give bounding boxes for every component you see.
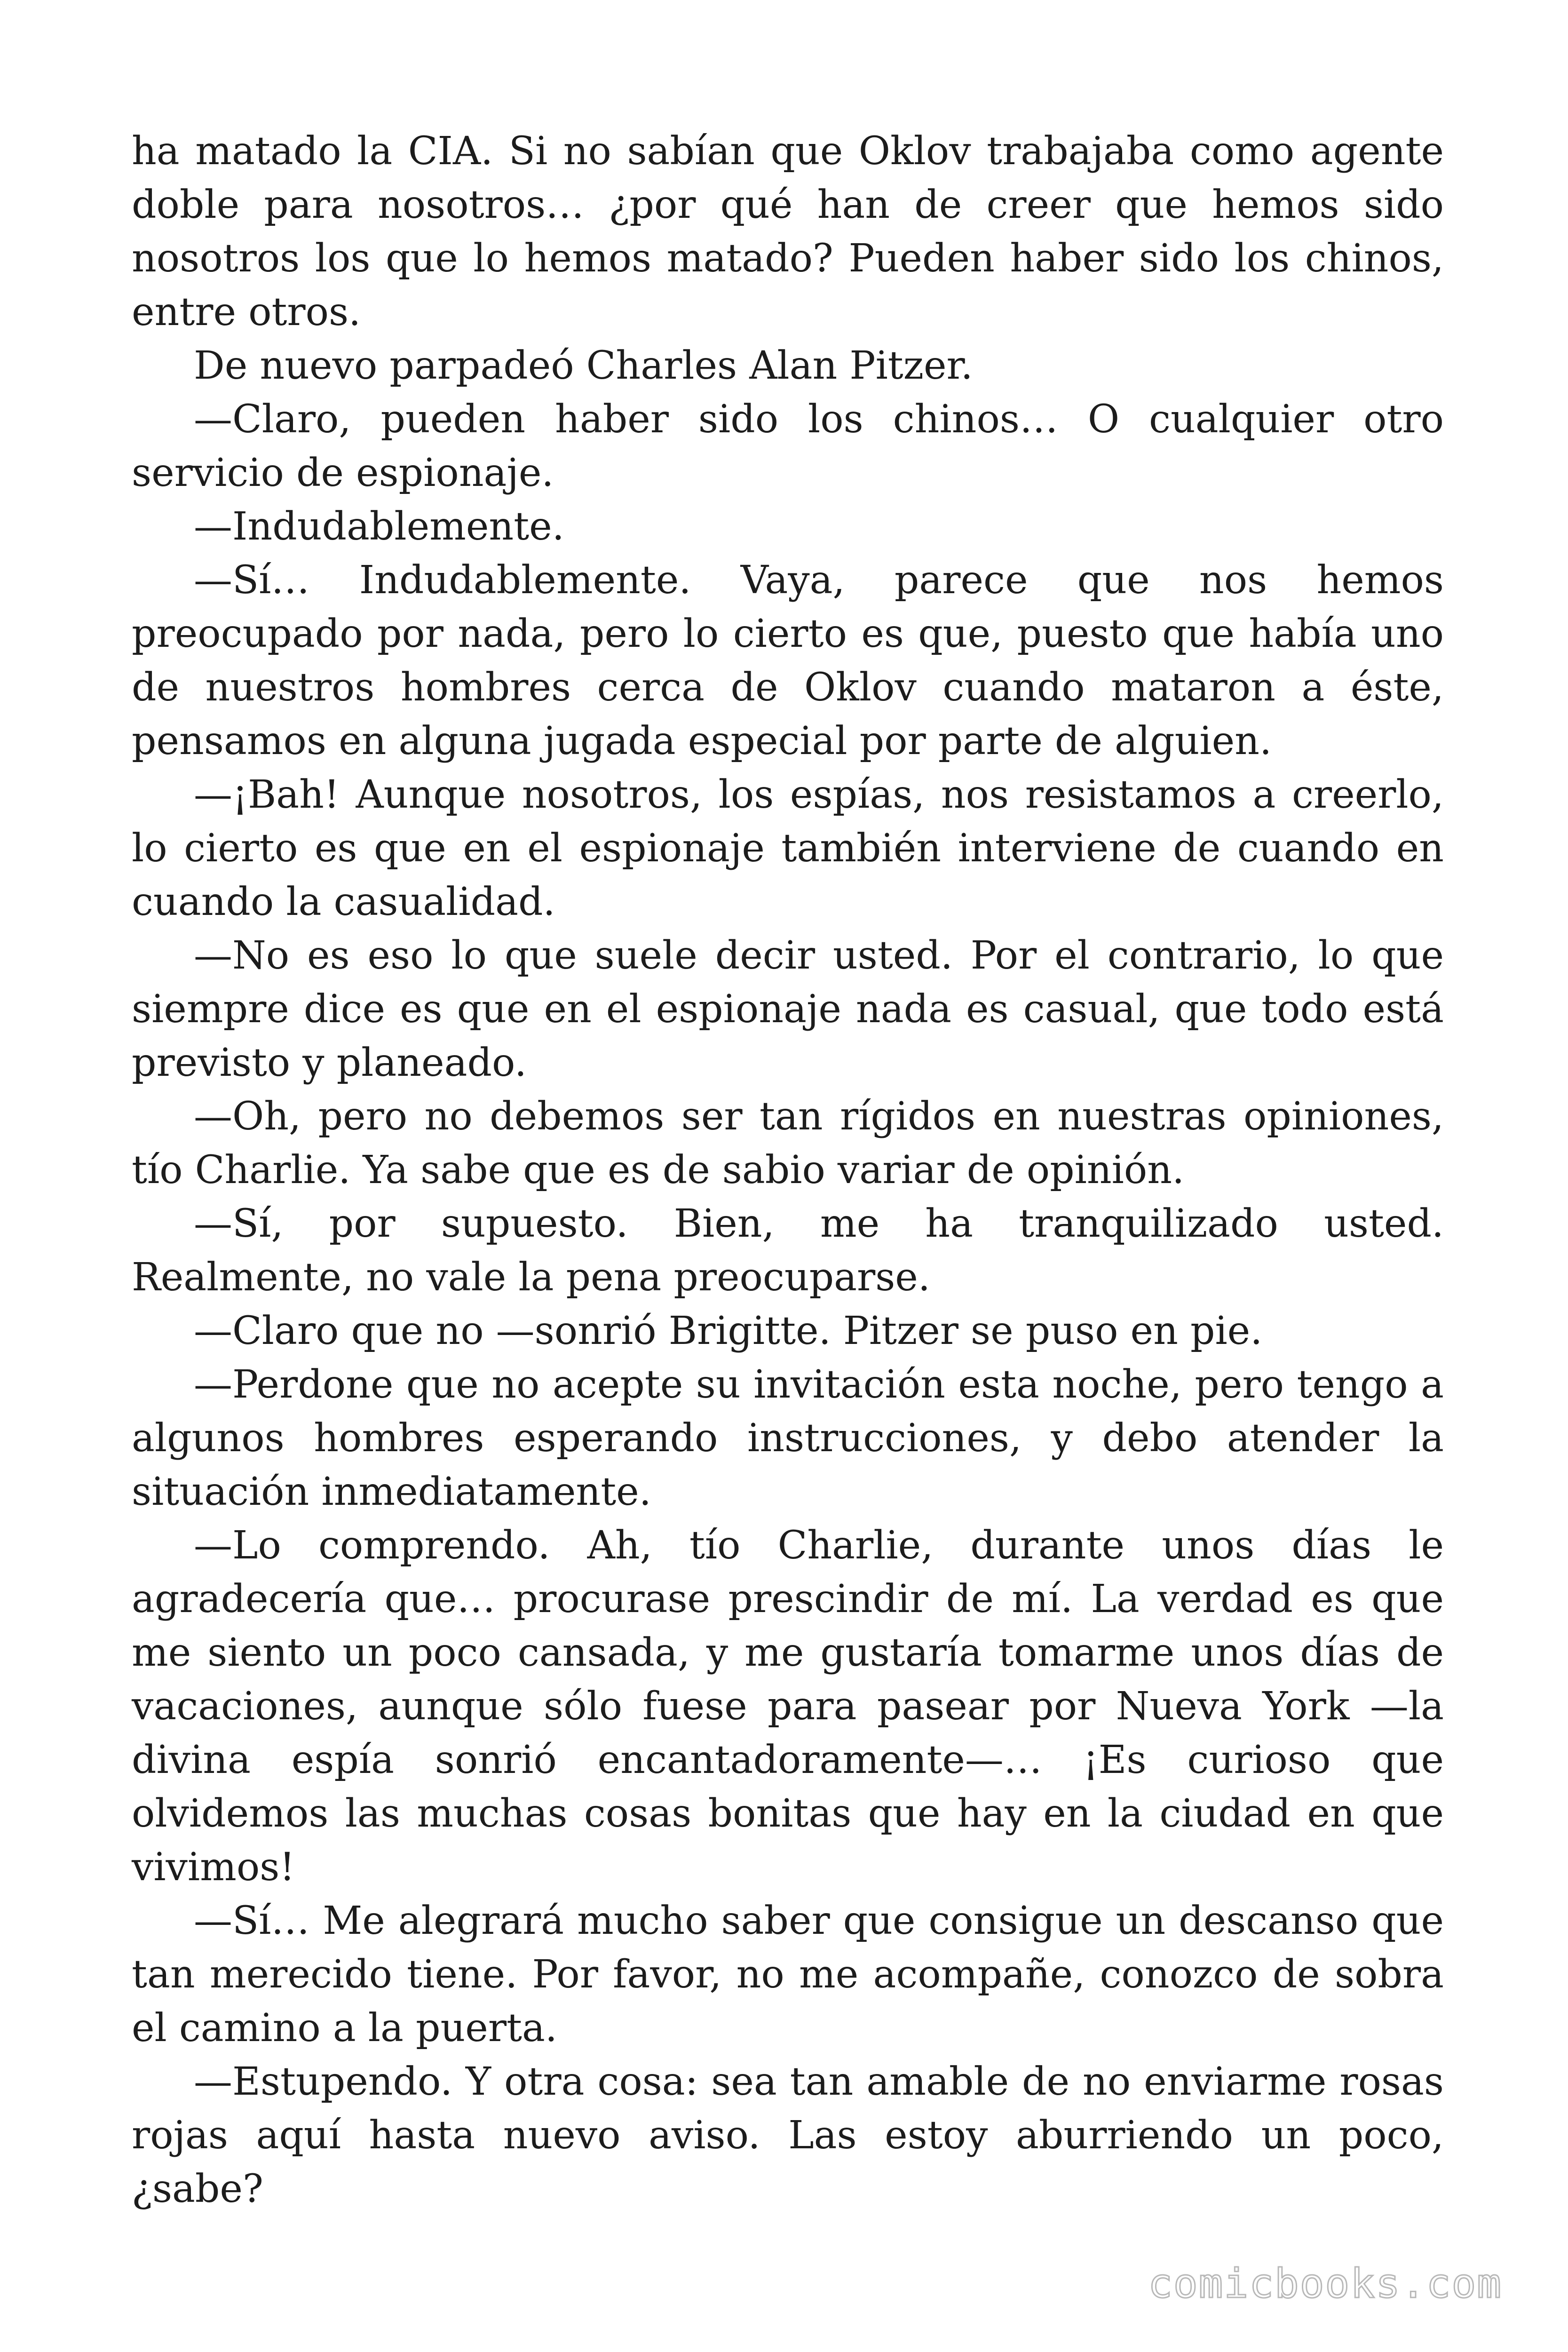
paragraph: —Sí, por supuesto. Bien, me ha tranquilizado usted. Realmente, no vale la pena preocuparse. — [132, 1201, 1444, 1300]
paragraph: —Lo comprendo. Ah, tío Charlie, durante unos días le agradecería que… procurase prescindir de mí. La verdad es que me siento un poco cansada, y me gustaría tomarme unos días de vacaciones, aunque sólo fuese para pasear por Nueva York —la divina espía sonrió encantadoramente—… ¡Es curioso que olvidemos las muchas cosas bonitas que hay en la ciudad en que vivimos! — [132, 1523, 1444, 1890]
paragraph: —Claro, pueden haber sido los chinos… O cualquier otro servicio de espionaje. — [132, 397, 1444, 495]
paragraph: —Sí… Me alegrará mucho saber que consigue un descanso que tan merecido tiene. Por favor, no me acompañe, conozco de sobra el camino a la puerta. — [132, 1899, 1444, 2050]
paragraph: —Perdone que no acepte su invitación esta noche, pero tengo a algunos hombres esperando instrucciones, y debo atender la situación inmediatamente. — [132, 1362, 1444, 1514]
paragraph: —Sí… Indudablemente. Vaya, parece que nos hemos preocupado por nada, pero lo cierto es que, puesto que había uno de nuestros hombres cerca de Oklov cuando mataron a éste, pensamos en alguna jugada especial por parte de alguien. — [132, 558, 1444, 763]
paragraph: —No es eso lo que suele decir usted. Por el contrario, lo que siempre dice es que en el espionaje nada es casual, que todo está previsto y planeado. — [132, 933, 1444, 1085]
paragraph: —Oh, pero no debemos ser tan rígidos en nuestras opiniones, tío Charlie. Ya sabe que es de sabio variar de opinión. — [132, 1094, 1444, 1192]
paragraph: De nuevo parpadeó Charles Alan Pitzer. — [194, 343, 973, 388]
paragraph: —Estupendo. Y otra cosa: sea tan amable de no enviarme rosas rojas aquí hasta nuevo aviso. Las estoy aburriendo un poco, ¿sabe? — [132, 2059, 1444, 2211]
paragraph: —¡Bah! Aunque nosotros, los espías, nos resistamos a creerlo, lo cierto es que en el espionaje también interviene de cuando en cuando la casualidad. — [132, 772, 1444, 924]
paragraph: ha matado la CIA. Si no sabían que Oklov trabajaba como agente doble para nosotros… ¿por qué han de creer que hemos sido nosotros los que lo hemos matado? Pueden haber sido los chinos, entre otros. — [132, 129, 1444, 334]
watermark: comicbooks.com — [1148, 2260, 1502, 2307]
page-text — [132, 125, 1444, 2216]
paragraph: —Indudablemente. — [194, 504, 564, 549]
paragraph: —Claro que no —sonrió Brigitte. Pitzer se puso en pie. — [194, 1309, 1263, 1353]
